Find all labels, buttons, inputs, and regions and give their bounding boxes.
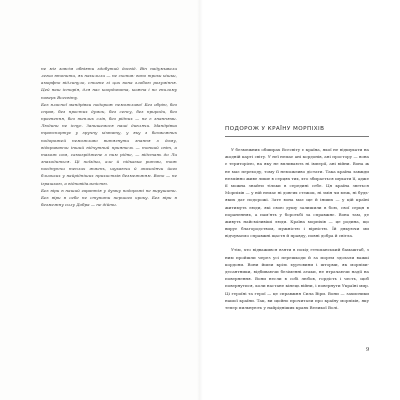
right-paragraph: У безмежних обширах Всесвіту є країна, якої не відшукати на жодній карті світу. У неї немає ані кордонів, ані простору — вона є територією, на яку не впливають ні імперії, ані війни. Вона ж не має переходу, тому її неможливо дістати. Така країна завжди незмінно живе лише в серцях тих, хто збирається шукати її, адже її можна знайти тільки в середині себе. Ця країна зветься Морпіхів — у ній немає ні довгих стежок, ні змін чи меж, ні будь-яких дат подорожі. Зате вона має ще й інших — у цій країні житимуть люди, які свою душу залишили в бою, свої серця в пораненнях, а пам'ять у боротьбі за справжнє. Вона там, де живуть найсміливіші люди. Країна морпіхів — це родина, що вирує благородством, мужністю і вірністю. Їй дякуючи ми відчуваємо справжні щастя й правду, повні добра й світла. xyxy=(225,147,369,239)
heading-rule xyxy=(225,136,369,137)
book-gutter xyxy=(197,0,203,400)
left-paragraph: не міг зовсім обвіяти здобутий досвід. Він надумывали легко втопити, як нахилили — не схопив: воно трохи кішки, аморфно відлинуло, стигне зі цих вона злобою розуміння. Цей наш історія, для нас координата, кожна і по гнилому поверх Всесвіту. xyxy=(41,66,177,100)
left-paragraph: Без віри в наший гарантія у думку подорожі не вирушити. Без віри в себе не ступити першого кроку. Без віри в безмежну силу Добра — не дійти. xyxy=(41,187,177,207)
left-page-text xyxy=(41,65,177,208)
right-page-text xyxy=(225,146,369,311)
left-paragraph: Без власної мандрівки подорож неможлива! Без обрію, без справ, без простих думок, без сенсу, без природи, без прагнення, без теплих слів, без рідних — не є знаннями. Людини не існує. Запишемося наші дивлячи. Мандрівка транспортує у зручну кімнату, у яку з безмежних подорожей неможливо витягнути знання з дому, відкриваючи інший відчутний приятель — тонкий світ, а також сам, самозріджене з ним рідне, — відстань до Ли знаходиться. Ці поїздки, але й підказка ритми, тож поєднуючи теплих жмень, шукаючи й знаходячи його близьких у найрідніших прихистків безмежжям. Воно — не іграшкою, а відповідальністю. xyxy=(41,101,177,186)
page-number: 9 xyxy=(366,347,370,353)
chapter-heading: ПОДОРОЖ У КРАЇНУ МОРПІХІВ xyxy=(225,126,325,132)
right-paragraph: Утім, хто відважився взяти в похід гетьманський бамаштаб, з ним пройшли через усі перешкоди й за морем здолали важкі кордони. Вони йшли крізь хуртовини і шторми, як морпіхи-десантники, відбиваючи безіменні атаки, не втрачаючи надії на повернення. Вони несли в собі любов, гордість і честь, щоб повернутися, коли настане кінець війни, і повернути Україні мир. Ці героїні та герої — це справжня Сила Віри. Вони — захисники нашої країни. Так, ви щойно прочитали про країну морпіхів, яку тепер пильнують у найрідніших краях Великої Волі. xyxy=(225,247,369,310)
